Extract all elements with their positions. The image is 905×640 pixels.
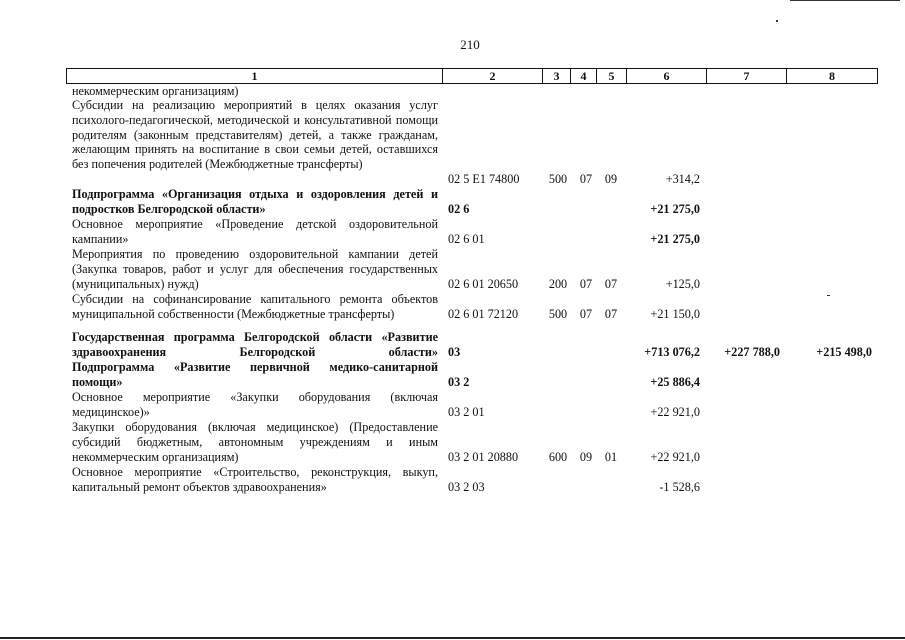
row-col6: +713 076,2 [644, 345, 700, 359]
row-col3: 200 [548, 277, 568, 291]
row-description: Подпрограмма «Организация отдыха и оздоровления детей и подростков Белгородской области» [72, 187, 438, 216]
row-col8: +215 498,0 [816, 345, 872, 359]
row-col6: +22 921,0 [650, 450, 700, 464]
header-col-1: 1 [66, 68, 442, 84]
row-col6: +21 275,0 [650, 202, 700, 216]
row-description: Мероприятия по проведению оздоровительной кампании детей (Закупка товаров, работ и услуг для обеспечения государственных (муниципальных) нужд) [72, 247, 438, 291]
row-description: Закупки оборудования (включая медицинское) (Предоставление субсидий бюджетным, автономным учреждениям и иным некоммерческим организациям) [72, 420, 438, 464]
row-code: 03 [448, 345, 461, 359]
row-col4: 09 [579, 450, 593, 464]
row-description: Субсидии на реализацию мероприятий в целях оказания услуг психолого-педагогической, методической и консультативной помощи родителям (законным представителям) детей, а также гражданам, желающим принять на воспитание в свои семьи детей, оставшихся без попечения родителей (Межбюджетные трансферты) [72, 98, 438, 172]
row-col3: 500 [548, 307, 568, 321]
row-code: 02 6 01 [448, 232, 485, 246]
row-description: некоммерческим организациям) [72, 84, 239, 98]
row-col5: 07 [604, 277, 618, 291]
row-col6: +125,0 [665, 277, 700, 291]
row-col7: +227 788,0 [724, 345, 780, 359]
row-col4: 07 [579, 172, 593, 186]
header-col-7: 7 [706, 68, 786, 84]
header-col-2: 2 [442, 68, 542, 84]
row-description: Субсидии на софинансирование капитального ремонта объектов муниципальной собственности (Межбюджетные трансферты) [72, 292, 438, 321]
header-col-3: 3 [542, 68, 570, 84]
row-col3: 500 [548, 172, 568, 186]
scan-mark [827, 295, 830, 296]
header-col-4: 4 [570, 68, 596, 84]
header-col-8: 8 [786, 68, 878, 84]
row-col5: 09 [604, 172, 618, 186]
row-col4: 07 [579, 277, 593, 291]
scan-edge-line [0, 637, 905, 639]
row-code: 02 6 [448, 202, 470, 216]
row-col6: +21 150,0 [650, 307, 700, 321]
row-col4: 07 [579, 307, 593, 321]
row-description: Государственная программа Белгородской области «Развитие здравоохранения Белгородской области» [72, 330, 438, 359]
row-code: 02 6 01 72120 [448, 307, 519, 321]
header-col-5: 5 [596, 68, 626, 84]
row-col5: 01 [604, 450, 618, 464]
row-col3: 600 [548, 450, 568, 464]
row-col6: +25 886,4 [650, 375, 700, 389]
scan-mark [790, 0, 900, 1]
row-code: 03 2 [448, 375, 470, 389]
row-description: Основное мероприятие «Проведение детской оздоровительной кампании» [72, 217, 438, 246]
row-description: Основное мероприятие «Закупки оборудования (включая медицинское)» [72, 390, 438, 419]
row-description: Подпрограмма «Развитие первичной медико-санитарной помощи» [72, 360, 438, 389]
row-col6: +22 921,0 [650, 405, 700, 419]
scan-mark [776, 20, 778, 22]
page-number: 210 [460, 37, 480, 52]
row-code: 03 2 03 [448, 480, 485, 494]
row-col6: +21 275,0 [650, 232, 700, 246]
row-code: 03 2 01 [448, 405, 485, 419]
row-code: 02 6 01 20650 [448, 277, 519, 291]
row-col6: -1 528,6 [659, 480, 700, 494]
row-col5: 07 [604, 307, 618, 321]
row-code: 02 5 Е1 74800 [448, 172, 520, 186]
row-description: Основное мероприятие «Строительство, реконструкция, выкуп, капитальный ремонт объектов здравоохранения» [72, 465, 438, 494]
row-col6: +314,2 [665, 172, 700, 186]
header-col-6: 6 [626, 68, 706, 84]
row-code: 03 2 01 20880 [448, 450, 519, 464]
